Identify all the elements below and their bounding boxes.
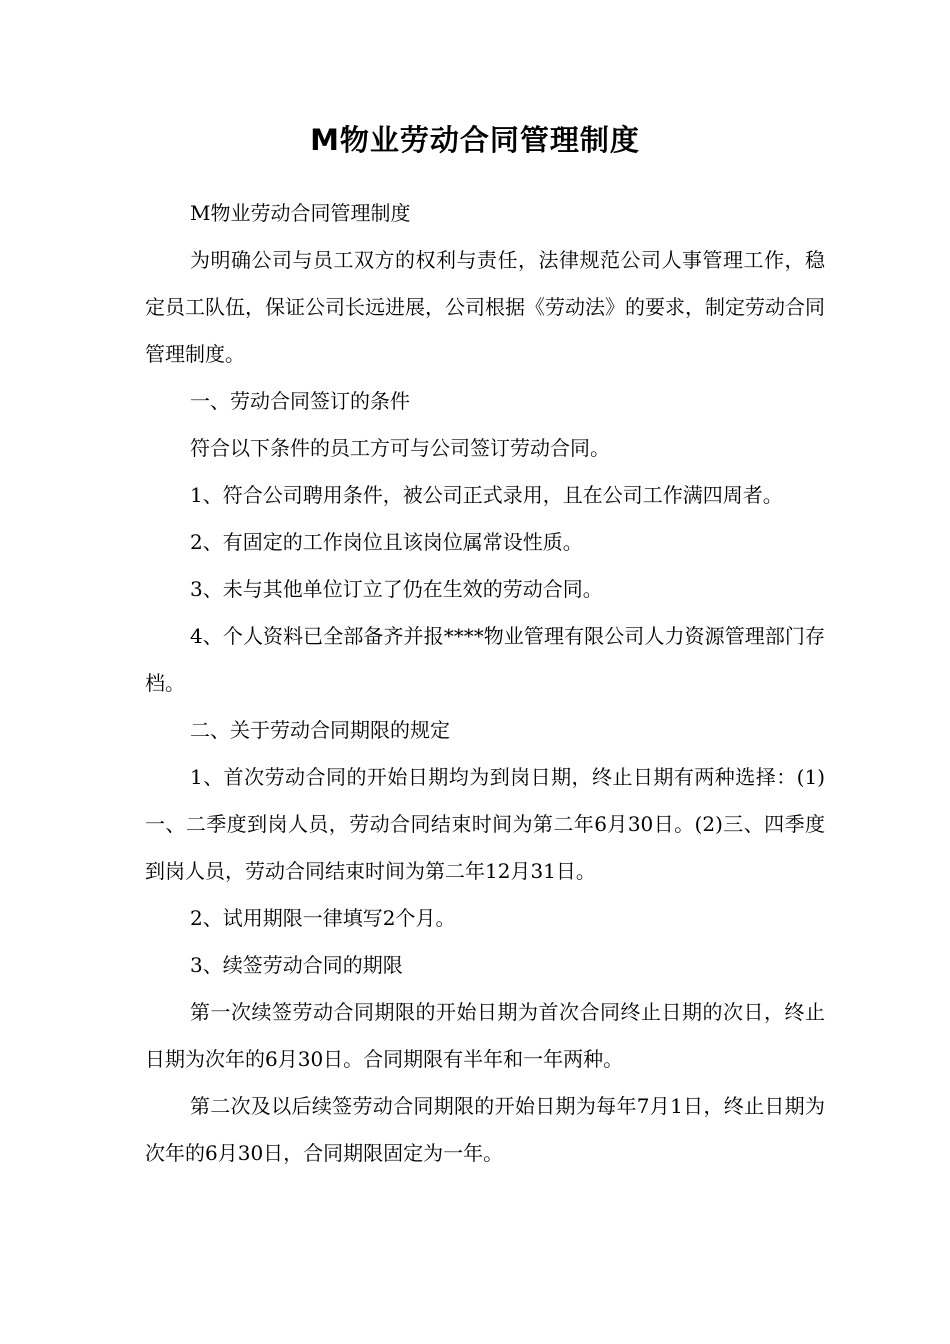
section-heading-1: 一、劳动合同签订的条件 xyxy=(190,389,410,413)
condition-item-2: 2、有固定的工作岗位且该岗位属常设性质。 xyxy=(190,530,583,554)
condition-item-1: 1、符合公司聘用条件，被公司正式录用，且在公司工作满四周者。 xyxy=(190,483,783,507)
term-item-1: 1、首次劳动合同的开始日期均为到岗日期，终止日期有两种选择：(1)一、二季度到岗人员，劳动合同结束时间为第二年6月30日。(2)三、四季度到岗人员，劳动合同结束时间为第二年12月31日。 xyxy=(145,765,825,883)
section-heading-2: 二、关于劳动合同期限的规定 xyxy=(190,718,450,742)
renewal-first-paragraph: 第一次续签劳动合同期限的开始日期为首次合同终止日期的次日，终止日期为次年的6月30日。合同期限有半年和一年两种。 xyxy=(145,1000,825,1071)
term-item-2: 2、试用期限一律填写2个月。 xyxy=(190,906,456,930)
term-item-3: 3、续签劳动合同的期限 xyxy=(190,953,403,977)
renewal-subsequent-paragraph: 第二次及以后续签劳动合同期限的开始日期为每年7月1日，终止日期为次年的6月30日，合同期限固定为一年。 xyxy=(145,1094,825,1165)
condition-item-4: 4、个人资料已全部备齐并报****物业管理有限公司人力资源管理部门存档。 xyxy=(145,624,825,695)
paragraph-intro: 为明确公司与员工双方的权利与责任，法律规范公司人事管理工作，稳定员工队伍，保证公司长远进展，公司根据《劳动法》的要求，制定劳动合同管理制度。 xyxy=(145,248,825,366)
document-title: M物业劳动合同管理制度 xyxy=(310,123,640,157)
paragraph-subtitle: M物业劳动合同管理制度 xyxy=(190,201,411,225)
document-body xyxy=(145,190,825,1177)
condition-item-3: 3、未与其他单位订立了仍在生效的劳动合同。 xyxy=(190,577,603,601)
paragraph-conditions-intro: 符合以下条件的员工方可与公司签订劳动合同。 xyxy=(190,436,610,460)
